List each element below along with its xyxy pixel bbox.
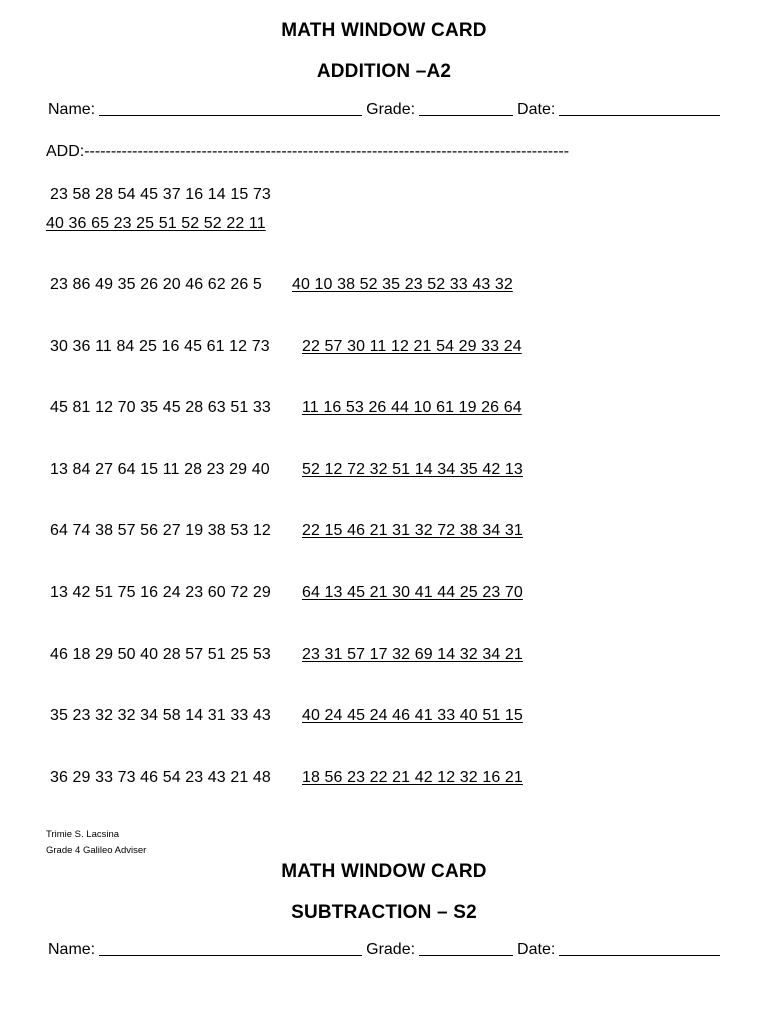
grade-label: Grade: — [366, 101, 416, 118]
problem-6-bottom: 22 15 46 21 31 32 72 38 34 31 — [302, 522, 523, 539]
problem-5-top: 13 84 27 64 15 11 28 23 29 40 — [50, 461, 270, 478]
grade-blank[interactable] — [419, 941, 513, 956]
problem-3-bottom: 22 57 30 11 12 21 54 29 33 24 — [302, 338, 522, 355]
problem-5-bottom: 52 12 72 32 51 14 34 35 42 13 — [302, 461, 523, 478]
problem-9-bottom: 40 24 45 24 46 41 33 40 51 15 — [302, 707, 523, 724]
problem-1-bottom: 40 36 65 23 25 51 52 52 22 11 — [46, 215, 266, 232]
date-label: Date: — [517, 101, 556, 118]
problem-10-top: 36 29 33 73 46 54 23 43 21 48 — [50, 769, 271, 786]
problem-2-bottom: 40 10 38 52 35 23 52 33 43 32 — [292, 276, 513, 293]
date-blank[interactable] — [559, 101, 720, 116]
grade-label: Grade: — [366, 941, 416, 958]
name-blank[interactable] — [99, 101, 362, 116]
problem-9-top: 35 23 32 32 34 58 14 31 33 43 — [50, 707, 271, 724]
date-label: Date: — [517, 941, 556, 958]
card2-subtitle: SUBTRACTION – S2 — [291, 902, 477, 923]
grade-blank[interactable] — [419, 101, 513, 116]
problem-10-bottom: 18 56 23 22 21 42 12 32 16 21 — [302, 769, 523, 786]
card2-title: MATH WINDOW CARD — [281, 861, 487, 882]
problem-2-top: 23 86 49 35 26 20 46 62 26 5 — [50, 276, 262, 293]
card1-info-line — [48, 101, 720, 119]
name-label: Name: — [48, 101, 96, 118]
problem-7-bottom: 64 13 45 21 30 41 44 25 23 70 — [302, 584, 523, 601]
problem-3-top: 30 36 11 84 25 16 45 61 12 73 — [50, 338, 270, 355]
card1-subtitle: ADDITION –A2 — [316, 61, 452, 82]
problem-4-top: 45 81 12 70 35 45 28 63 51 33 — [50, 399, 271, 416]
problem-4-bottom: 11 16 53 26 44 10 61 19 26 64 — [302, 399, 522, 416]
card2-info-line — [48, 941, 720, 959]
card1-title: MATH WINDOW CARD — [281, 20, 487, 41]
footer-author: Trimie S. Lacsina — [46, 829, 120, 840]
name-label: Name: — [48, 941, 96, 958]
problem-1-top: 23 58 28 54 45 37 16 14 15 73 — [50, 186, 271, 203]
name-blank[interactable] — [99, 941, 362, 956]
problem-7-top: 13 42 51 75 16 24 23 60 72 29 — [50, 584, 271, 601]
problem-6-top: 64 74 38 57 56 27 19 38 53 12 — [50, 522, 271, 539]
footer-role: Grade 4 Galileo Adviser — [46, 845, 147, 856]
add-instruction: ADD:------------------------------------------------------------------------------------------- — [46, 143, 570, 160]
problem-8-top: 46 18 29 50 40 28 57 51 25 53 — [50, 646, 271, 663]
date-blank[interactable] — [559, 941, 720, 956]
problem-8-bottom: 23 31 57 17 32 69 14 32 34 21 — [302, 646, 523, 663]
